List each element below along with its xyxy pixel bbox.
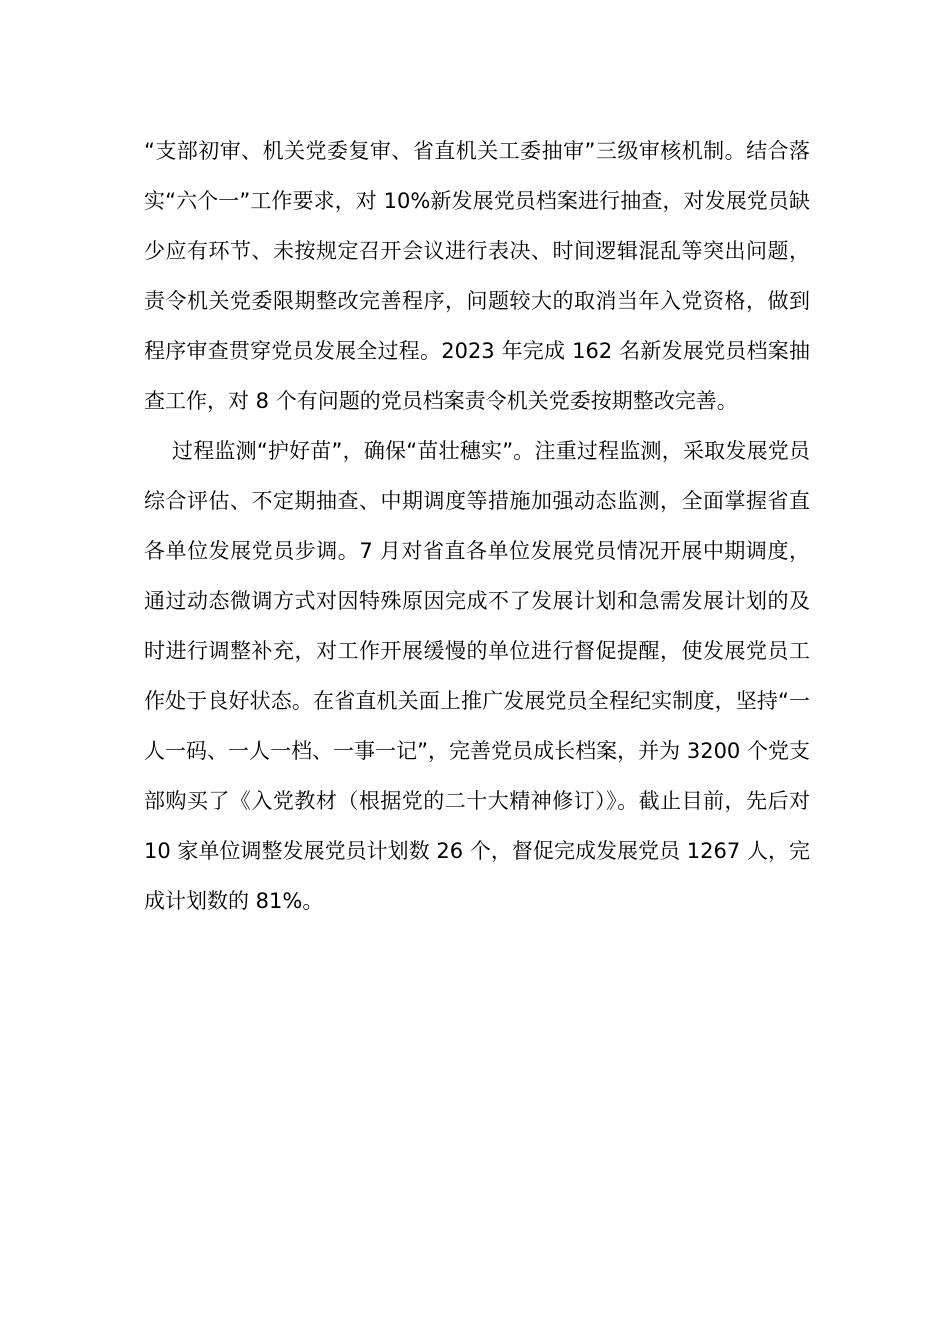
paragraph-process-monitoring: 过程监测“护好苗”，确保“苗壮穗实”。注重过程监测，采取发展党员综合评估、不定期抽查、中期调度等措施加强动态监测，全面掌握省直各单位发展党员步调。7 月对省直各单位发展党员情况开展中期调度，通过动态微调方式对因特殊原因完成不了发展计划和急需发展计划的及时进行调整补充，对工作开展缓慢的单位进行督促提醒，使发展党员工作处于良好状态。在省直机关面上推广发展党员全程纪实制度，坚持“一人一码、一人一档、一事一记”，完善党员成长档案，并为 3200 个党支部购买了《入党教材（根据党的二十大精神修订）》。截止目前，先后对 10 家单位调整发展党员计划数 26 个，督促完成发展党员 1267 人，完成计划数的 81%。 (144, 439, 810, 913)
paragraph-review-mechanism: “支部初审、机关党委复审、省直机关工委抽审”三级审核机制。结合落实“六个一”工作要求，对 10%新发展党员档案进行抽查，对发展党员缺少应有环节、未按规定召开会议进行表决、时间逻辑混乱等突出问题，责令机关党委限期整改完善程序，问题较大的取消当年入党资格，做到程序审查贯穿党员发展全过程。2023 年完成 162 名新发展党员档案抽查工作，对 8 个有问题的党员档案责令机关党委按期整改完善。 (144, 139, 810, 413)
document-body (144, 126, 810, 926)
